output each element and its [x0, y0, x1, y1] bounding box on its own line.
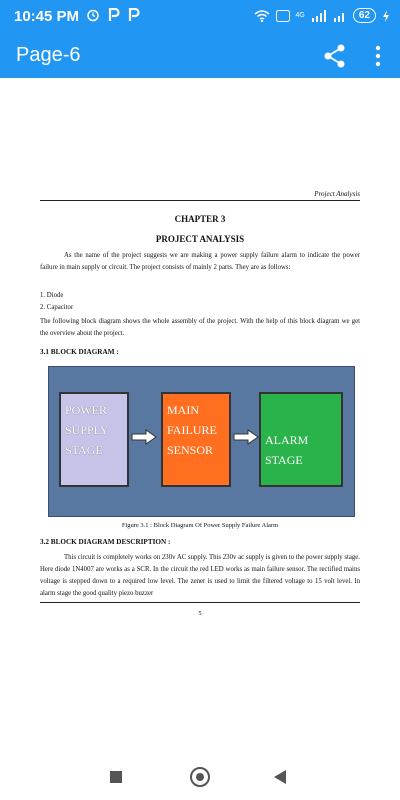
- status-bar: [0, 0, 400, 34]
- arrow-icon: [233, 429, 259, 445]
- p-icon: [108, 8, 120, 22]
- paragraph-overview: The following block diagram shows the whole assembly of the project. With the help of this block diagram we get the overview about the project.: [40, 318, 360, 337]
- alarm-icon: [86, 8, 100, 22]
- signal-icon: [311, 10, 327, 22]
- block-label: MAIN FAILURE: [167, 403, 217, 437]
- block-diagram: [48, 366, 355, 517]
- recent-apps-icon[interactable]: [110, 771, 122, 783]
- chapter-title: PROJECT ANALYSIS: [155, 234, 245, 244]
- volte-icon: [276, 10, 290, 22]
- block-label: SENSOR: [167, 443, 214, 457]
- page-title: Page-6: [16, 44, 81, 66]
- charging-icon: [382, 10, 390, 22]
- running-header: Project Analysis: [40, 190, 360, 201]
- list-item: 2. Capacitor: [40, 304, 74, 311]
- list-item: 1. Diode: [40, 292, 64, 299]
- notification-icons: [86, 8, 140, 22]
- section-heading-block-diagram: 3.1 BLOCK DIAGRAM :: [40, 348, 119, 356]
- home-icon[interactable]: [190, 767, 210, 787]
- network-type: 4G: [295, 12, 305, 19]
- footer-divider: [40, 602, 360, 603]
- battery-icon: 62: [353, 8, 376, 23]
- block-label: STAGE: [65, 443, 103, 457]
- more-options-icon[interactable]: [370, 44, 386, 68]
- back-icon[interactable]: [274, 770, 286, 784]
- chapter-number: CHAPTER 3: [174, 214, 226, 224]
- figure-caption: Figure 3.1 : Block Diagram Of Power Supply Failure Alarm: [121, 522, 279, 529]
- parts-list: [40, 290, 73, 314]
- arrow-icon: [131, 429, 157, 445]
- share-icon[interactable]: [322, 43, 348, 69]
- block-alarm-stage: [259, 392, 343, 487]
- block-power-supply: [59, 392, 129, 487]
- p-icon: [128, 8, 140, 22]
- block-main-failure-sensor: [161, 392, 231, 487]
- block-label: ALARM STAGE: [265, 433, 309, 467]
- block-label: POWER SUPPLY: [65, 403, 109, 437]
- page-number: 5: [198, 610, 202, 617]
- paragraph-intro: As the name of the project suggests we are making a power supply failure alarm to indicate the power failure in main supply or circuit. The project consists of mainly 2 parts. They are as follows:: [40, 252, 360, 271]
- paragraph-description: This circuit is completely works on 230v AC supply. This 230v ac supply is given to the power supply stage. Here diode 1N4007 are works as a SCR. In the circuit the red LED works as main failure sensor. The rectified mains voltage is stepped down to a required low level. The zener is used to limit the filtered voltage to 15 volt level. In alarm stage the good quality piezo buzzer: [40, 554, 360, 597]
- navigation-bar: [0, 756, 400, 800]
- status-time: 10:45 PM: [14, 8, 80, 25]
- signal-icon: [333, 10, 347, 22]
- system-icons: [254, 8, 390, 23]
- section-heading-description: 3.2 BLOCK DIAGRAM DESCRIPTION :: [40, 538, 171, 546]
- app-bar: [0, 34, 400, 78]
- wifi-icon: [254, 10, 270, 22]
